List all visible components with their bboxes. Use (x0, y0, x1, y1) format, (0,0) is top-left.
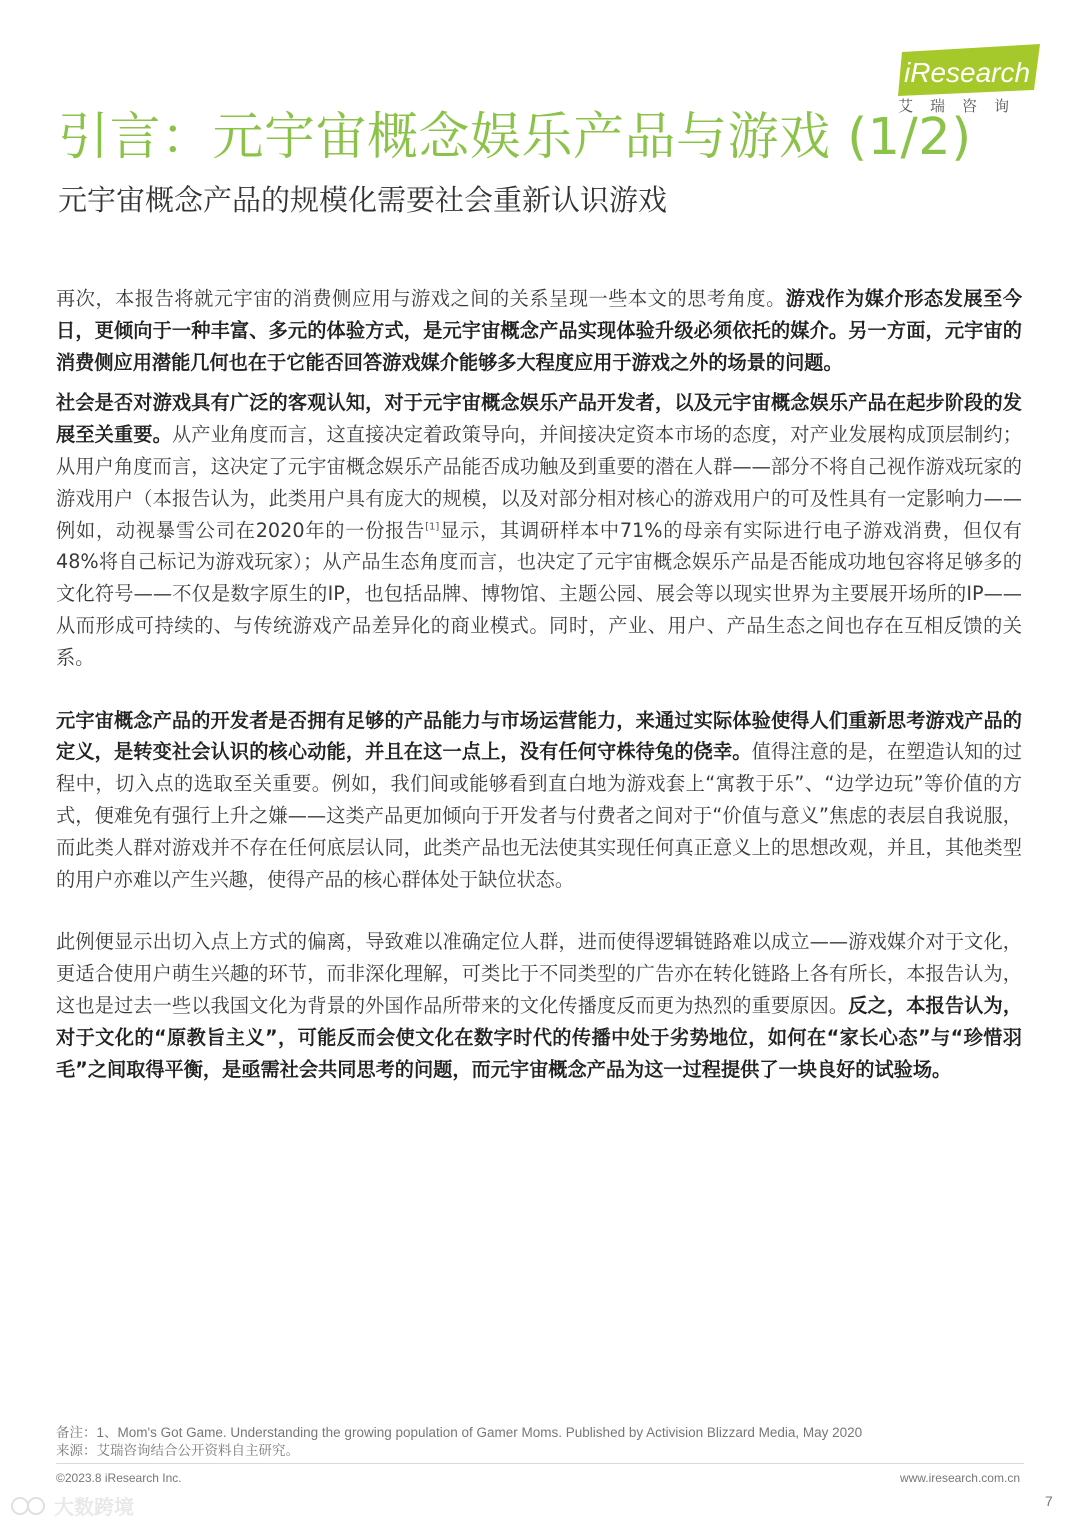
p1-normal: 再次，本报告将就元宇宙的消费侧应用与游戏之间的关系呈现一些本文的思考角度。 (56, 287, 786, 310)
watermark (10, 1491, 134, 1520)
p4-bold: 反之，本报告认为，对于文化的“原教旨主义”，可能反而会使文化在数字时代的传播中处于劣势地位，如何在“家长心态”与“珍惜羽毛”之间取得平衡，是亟需社会共同思考的问题，而元宇宙概念产品为这一过程提供了一块良好的试验场。 (56, 993, 1023, 1081)
footer-divider (56, 1463, 1024, 1464)
paragraph-4 (56, 926, 1022, 1085)
p2-bold: 社会是否对游戏具有广泛的客观认知，对于元宇宙概念娱乐产品开发者，以及元宇宙概念娱乐产品在起步阶段的发展至关重要。 (56, 391, 1022, 447)
footnote-note: 备注：1、Mom's Got Game. Understanding the growing population of Gamer Moms. Published by Activision Blizzard Media, May 2020 (56, 1425, 863, 1440)
watermark-text: 大数跨境 (54, 1495, 134, 1519)
logo-subtitle: 艾瑞咨询 (898, 97, 1027, 115)
body-text (56, 283, 1022, 1085)
p2-normal-b: 显示，其调研样本中71%的母亲有实际进行电子游戏消费，但仅有48%将自己标记为游戏玩家）；从产品生态角度而言，也决定了元宇宙概念娱乐产品是否能成功地包容将足够多的文化符号——不仅是数字原生的IP，也包括品牌、博物馆、主题公园、展会等以现实世界为主要展开场所的IP——从而形成可持续的、与传统游戏产品差异化的商业模式。同时，产业、用户、产品生态之间也存在互相反馈的关系。 (56, 518, 1022, 669)
copyright: ©2023.8 iResearch Inc. (56, 1471, 182, 1485)
p3-bold: 元宇宙概念产品的开发者是否拥有足够的产品能力与市场运营能力，来通过实际体验使得人们重新思考游戏产品的定义，是转变社会认识的核心动能，并且在这一点上，没有任何守株待兔的侥幸。 (56, 708, 1022, 764)
page-subtitle: 元宇宙概念产品的规模化需要社会重新认识游戏 (58, 183, 668, 217)
page-number: 7 (1045, 1493, 1053, 1509)
paragraph-1 (56, 283, 1022, 378)
website-link[interactable]: www.iresearch.com.cn (899, 1471, 1020, 1485)
logo-text: iResearch (904, 57, 1031, 88)
page-title: 引言：元宇宙概念娱乐产品与游戏 (1/2) (58, 108, 972, 167)
p2-normal-a: 从产业角度而言，这直接决定着政策导向，并间接决定资本市场的态度，对产业发展构成顶层制约；从用户角度而言，这决定了元宇宙概念娱乐产品能否成功触及到重要的潜在人群——部分不将自己视作游戏玩家的游戏用户（本报告认为，此类用户具有庞大的规模，以及对部分相对核心的游戏用户的可及性具有一定影响力——例如，动视暴雪公司在2020年的一份报告 (56, 423, 1022, 542)
footnotes (56, 1424, 1036, 1460)
p4-normal: 此例便显示出切入点上方式的偏离，导致难以准确定位人群，进而使得逻辑链路难以成立——游戏媒介对于文化，更适合使用户萌生兴趣的环节，而非深化理解，可类比于不同类型的广告亦在转化链路上各有所长，本报告认为，这也是过去一些以我国文化为背景的外国作品所带来的文化传播度反而更为热烈的重要原因。 (56, 930, 1022, 1017)
p3-normal: 值得注意的是，在塑造认知的过程中，切入点的选取至关重要。例如，我们间或能够看到直白地为游戏套上“寓教于乐”、“边学边玩”等价值的方式，便难免有强行上升之嫌——这类产品更加倾向于开发者与付费者之间对于“价值与意义”焦虑的表层自我说服，而此类人群对游戏并不存在任何底层认同，此类产品也无法使其实现任何真正意义上的思想改观，并且，其他类型的用户亦难以产生兴趣，使得产品的核心群体处于缺位状态。 (56, 740, 1023, 891)
paragraph-2 (56, 387, 1022, 673)
p1-bold: 游戏作为媒介形态发展至今日，更倾向于一种丰富、多元的体验方式，是元宇宙概念产品实现体验升级必须依托的媒介。另一方面，元宇宙的消费侧应用潜能几何也在于它能否回答游戏媒介能够多大程度应用于游戏之外的场景的问题。 (56, 287, 1023, 374)
footnote-source: 来源：艾瑞咨询结合公开资料自主研究。 (56, 1443, 299, 1458)
watermark-logo-icon (10, 1495, 48, 1517)
paragraph-3 (56, 705, 1022, 896)
footnote-ref: [1] (425, 521, 440, 533)
